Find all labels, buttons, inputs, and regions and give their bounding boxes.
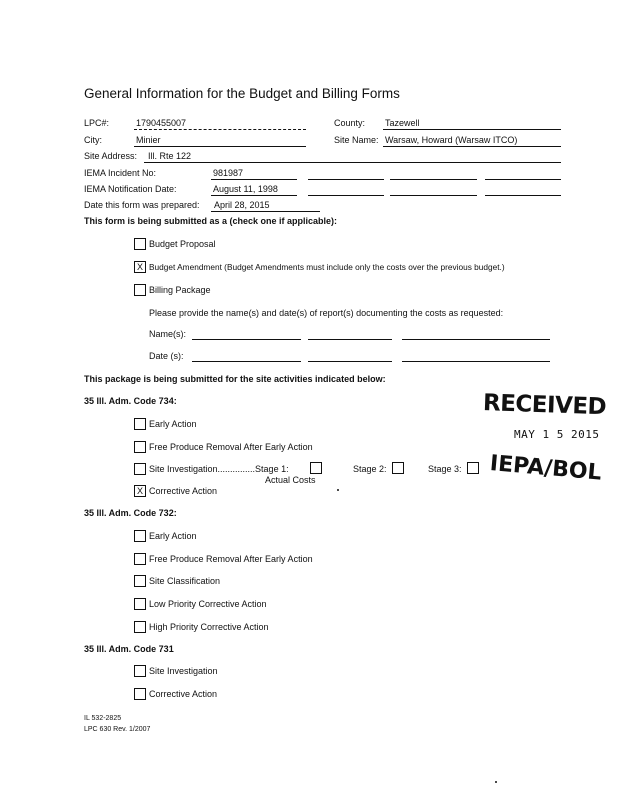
code734-early-action-checkbox[interactable]	[134, 418, 146, 430]
agency-stamp: IEPA/BOL	[488, 451, 603, 486]
billing-package-checkbox[interactable]	[134, 284, 146, 296]
scan-speck	[495, 781, 497, 783]
code732-heading: 35 Ill. Adm. Code 732:	[84, 508, 177, 518]
code734-early-action-label: Early Action	[149, 419, 197, 429]
code731-corrective-action-checkbox[interactable]	[134, 688, 146, 700]
stage3-checkbox[interactable]	[467, 462, 479, 474]
budget-amendment-label: Budget Amendment (Budget Amendments must include only the costs over the previous budget.)	[149, 262, 505, 272]
iema-notification-line-1	[211, 195, 297, 196]
code731-site-investigation-checkbox[interactable]	[134, 665, 146, 677]
iema-incident-label: IEMA Incident No:	[84, 168, 157, 178]
site-address-line	[144, 162, 561, 163]
stage1-checkbox[interactable]	[310, 462, 322, 474]
code732-early-action-label: Early Action	[149, 531, 197, 541]
code731-heading: 35 Ill. Adm. Code 731	[84, 644, 174, 654]
lpc-value[interactable]: 1790455007	[136, 118, 187, 128]
page-title: General Information for the Budget and Billing Forms	[84, 86, 400, 101]
code732-free-product-checkbox[interactable]	[134, 553, 146, 565]
county-line	[383, 129, 561, 130]
received-stamp: RECEIVED	[482, 390, 607, 421]
county-label: County:	[334, 118, 366, 128]
code732-low-priority-checkbox[interactable]	[134, 598, 146, 610]
budget-proposal-label: Budget Proposal	[149, 239, 216, 249]
iema-incident-value[interactable]: 981987	[213, 168, 244, 178]
iema-notification-value[interactable]: August 11, 1998	[213, 184, 278, 194]
iema-incident-line-1	[211, 179, 297, 180]
iema-incident-line-4	[485, 179, 561, 180]
code734-corrective-action-checkbox[interactable]: X	[134, 485, 146, 497]
iema-incident-line-2	[308, 179, 384, 180]
iema-notification-label: IEMA Notification Date:	[84, 184, 177, 194]
reports-instruction: Please provide the name(s) and date(s) of report(s) documenting the costs as requested:	[149, 308, 504, 318]
dates-label: Date (s):	[149, 351, 184, 361]
actual-costs-label: Actual Costs	[265, 475, 316, 485]
stage2-label: Stage 2:	[353, 464, 387, 474]
site-name-value[interactable]: Warsaw, Howard (Warsaw ITCO)	[385, 135, 518, 145]
budget-amendment-checkbox[interactable]: X	[134, 261, 146, 273]
city-value[interactable]: Minier	[136, 135, 161, 145]
code732-high-priority-checkbox[interactable]	[134, 621, 146, 633]
date-prepared-label: Date this form was prepared:	[84, 200, 200, 210]
code732-free-product-label: Free Produce Removal After Early Action	[149, 554, 313, 564]
code734-site-investigation-label: Site Investigation...............Stage 1:	[149, 464, 289, 474]
code734-corrective-action-label: Corrective Action	[149, 486, 218, 496]
city-line	[134, 146, 306, 147]
budget-proposal-checkbox[interactable]	[134, 238, 146, 250]
stage2-checkbox[interactable]	[392, 462, 404, 474]
date-prepared-value[interactable]: April 28, 2015	[214, 200, 270, 210]
code732-site-classification-checkbox[interactable]	[134, 575, 146, 587]
iema-notification-line-2	[308, 195, 384, 196]
iema-notification-line-4	[485, 195, 561, 196]
code732-low-priority-label: Low Priority Corrective Action	[149, 599, 267, 609]
lpc-line	[134, 129, 306, 130]
site-name-label: Site Name:	[334, 135, 379, 145]
date-prepared-line	[211, 211, 320, 212]
code732-early-action-checkbox[interactable]	[134, 530, 146, 542]
site-address-label: Site Address:	[84, 151, 138, 161]
footer-form-rev: LPC 630 Rev. 1/2007	[84, 726, 151, 733]
billing-package-label: Billing Package	[149, 285, 211, 295]
county-value[interactable]: Tazewell	[385, 118, 420, 128]
code732-high-priority-label: High Priority Corrective Action	[149, 622, 269, 632]
code732-site-classification-label: Site Classification	[149, 576, 221, 586]
code734-free-product-checkbox[interactable]	[134, 441, 146, 453]
names-line-1	[192, 339, 301, 340]
code734-heading: 35 Ill. Adm. Code 734:	[84, 396, 177, 406]
stage3-label: Stage 3:	[428, 464, 462, 474]
names-line-2	[308, 339, 392, 340]
code734-site-investigation-checkbox[interactable]	[134, 463, 146, 475]
code734-free-product-label: Free Produce Removal After Early Action	[149, 442, 313, 452]
site-name-line	[383, 146, 561, 147]
submission-heading: This form is being submitted as a (check one if applicable):	[84, 216, 338, 226]
iema-notification-line-3	[390, 195, 477, 196]
lpc-label: LPC#:	[84, 118, 110, 128]
activities-heading: This package is being submitted for the site activities indicated below:	[84, 374, 386, 384]
city-label: City:	[84, 135, 102, 145]
dates-line-3	[402, 361, 550, 362]
code731-site-investigation-label: Site Investigation	[149, 666, 218, 676]
scan-speck	[337, 489, 339, 491]
footer-form-id: IL 532-2825	[84, 715, 122, 722]
code731-corrective-action-label: Corrective Action	[149, 689, 218, 699]
names-line-3	[402, 339, 550, 340]
site-address-value[interactable]: Ill. Rte 122	[148, 151, 192, 161]
names-label: Name(s):	[149, 329, 187, 339]
received-date: MAY 1 5 2015	[514, 428, 600, 441]
iema-incident-line-3	[390, 179, 477, 180]
dates-line-2	[308, 361, 392, 362]
dates-line-1	[192, 361, 301, 362]
